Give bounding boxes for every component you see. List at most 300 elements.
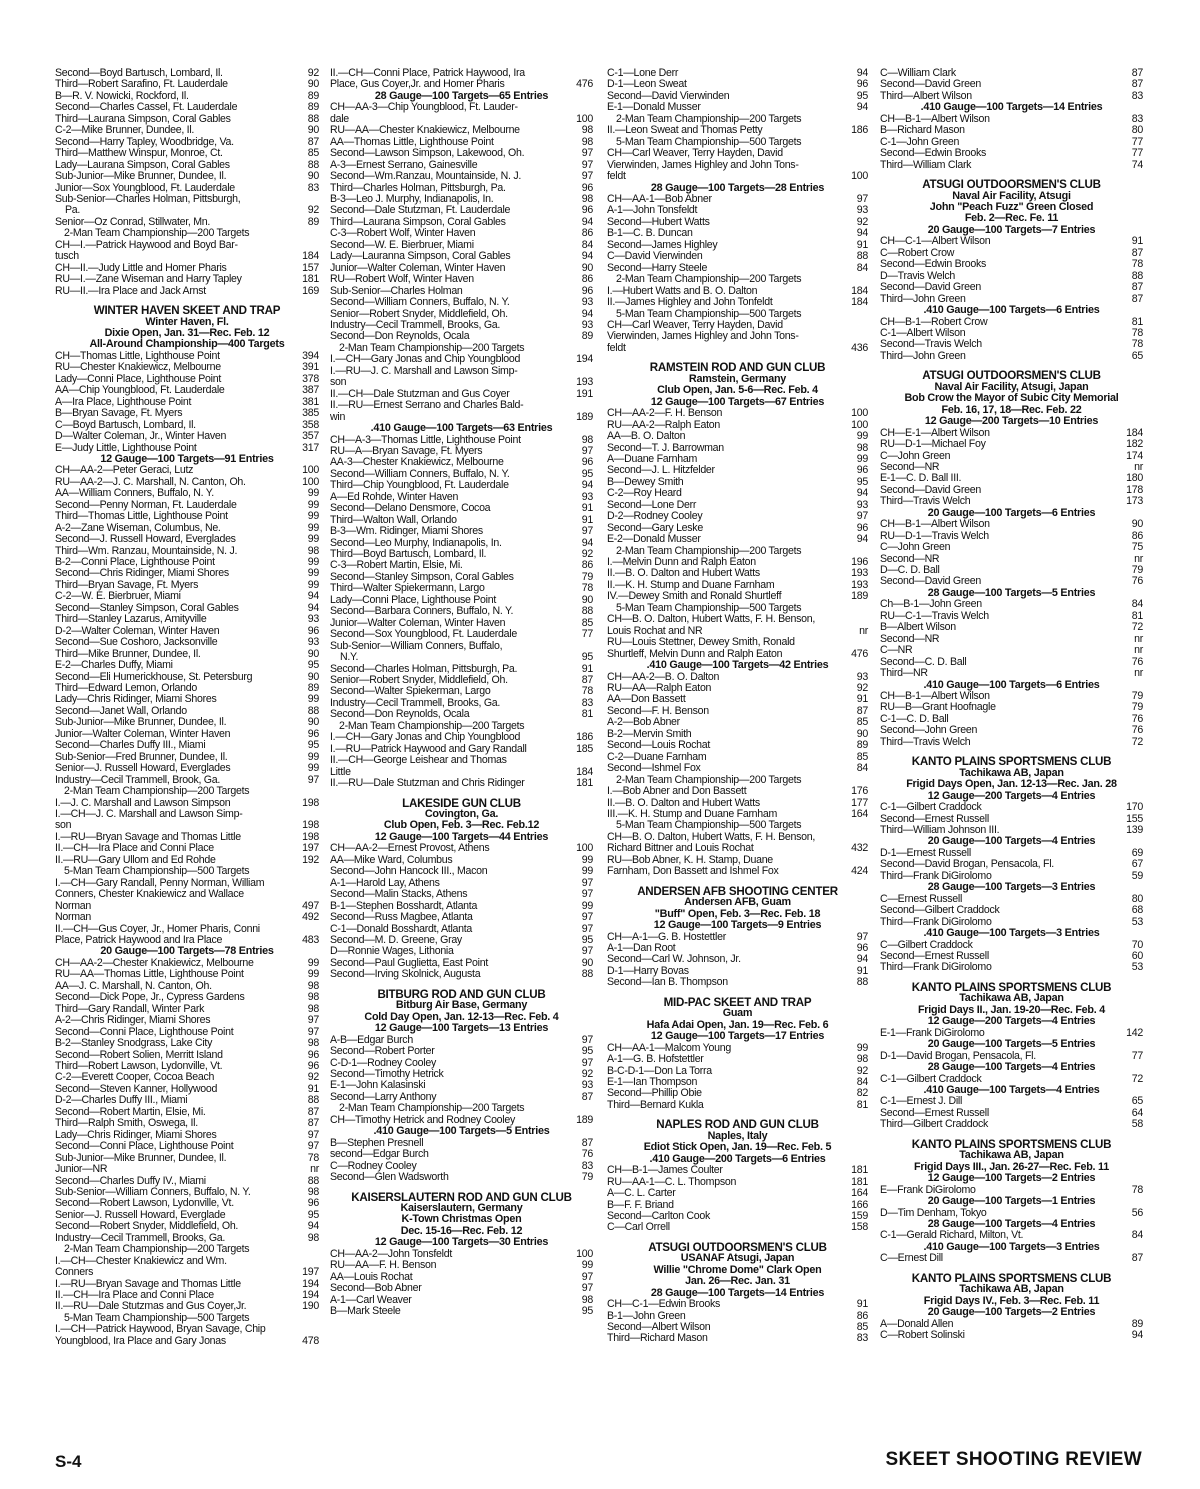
- result-entry: 2-Man Team Championship—200 Targets: [616, 545, 802, 557]
- event-heading: 12 Gauge—100 Targets—9 Entries: [653, 919, 822, 932]
- result-score: 94: [581, 479, 593, 492]
- result-line: [330, 935, 593, 946]
- result-entry: Second—Don Reynolds, Ocala: [330, 331, 470, 343]
- result-score: 97: [307, 773, 319, 786]
- result-line: [55, 717, 319, 728]
- result-line: [330, 958, 593, 969]
- result-line: [55, 351, 319, 362]
- result-line: [330, 889, 593, 900]
- result-score: 70: [1131, 938, 1143, 951]
- result-score: 97: [581, 876, 593, 889]
- result-line: [330, 286, 593, 297]
- result-score: 478: [302, 1334, 319, 1347]
- result-score: nr: [1134, 644, 1143, 657]
- result-score: nr: [1134, 552, 1143, 565]
- result-score: 88: [307, 1174, 319, 1187]
- result-score: 79: [581, 570, 593, 583]
- result-line: [607, 706, 868, 717]
- result-entry: Second—David Brogan, Pensacola, Fl.: [880, 859, 1054, 871]
- result-line: [55, 408, 319, 419]
- result-line: [55, 91, 319, 102]
- result-score: 97: [307, 1025, 319, 1038]
- result-entry: Sub-Junior—Mike Brunner, Dundee, Il.: [55, 717, 227, 729]
- result-score: 90: [307, 716, 319, 729]
- result-score: 181: [851, 1164, 868, 1177]
- result-score: 95: [581, 1045, 593, 1058]
- result-line: [55, 775, 319, 786]
- result-line: [55, 1176, 319, 1187]
- result-line: [55, 591, 319, 602]
- result-score: 164: [851, 1187, 868, 1200]
- result-line: [55, 1015, 319, 1026]
- result-entry: Third—Thomas Little, Lighthouse Point: [55, 511, 228, 523]
- result-line: [55, 1198, 319, 1209]
- result-score: 92: [856, 682, 868, 695]
- result-entry: D—Travis Welch: [880, 270, 955, 282]
- result-line: [55, 1038, 319, 1049]
- result-score: 98: [856, 1053, 868, 1066]
- result-score: 90: [581, 956, 593, 969]
- result-entry: I.—CH—Gary Jonas and Chip Youngblood: [330, 354, 521, 366]
- result-entry: Second—Robert Snyder, Middlefield, Oh.: [55, 1221, 239, 1233]
- result-line: [607, 102, 868, 113]
- result-line: [330, 331, 593, 342]
- result-entry: B-2—Stanley Snodgrass, Lake City: [55, 1038, 213, 1050]
- result-line: [880, 248, 1143, 259]
- result-entry: Third—John Green: [880, 350, 966, 362]
- result-entry: Second—Harry Steele: [607, 262, 708, 274]
- result-line: [55, 1244, 319, 1255]
- event-heading: K-Town Christmas Open: [401, 1213, 522, 1226]
- event-heading: Frigid Days III., Jan. 26-27—Rec. Feb. 11: [914, 1160, 1109, 1173]
- result-score: 198: [302, 796, 319, 809]
- result-entry: Sub-Senior—Charles Holman: [330, 285, 463, 297]
- result-score: 88: [856, 250, 868, 263]
- result-score: 93: [307, 636, 319, 649]
- result-entry: Second—Stanley Simpson, Coral Gables: [55, 602, 239, 614]
- result-score: 91: [856, 693, 868, 706]
- results-column-2: [330, 68, 593, 1317]
- result-line: [880, 236, 1143, 247]
- result-score: 97: [307, 1014, 319, 1027]
- result-line: [607, 820, 868, 831]
- result-line: [330, 217, 593, 228]
- result-score: 84: [856, 762, 868, 775]
- result-line: [330, 137, 593, 148]
- result-entry: Third—Boyd Bartusch, Lombard, Il.: [330, 549, 487, 561]
- event-heading: Frigid Days Open, Jan. 12-13—Rec. Jan. 28: [906, 778, 1117, 791]
- result-entry: D-1—Ernest Russell: [880, 847, 971, 859]
- event-heading: 12 Gauge—100 Targets—13 Entries: [374, 1022, 549, 1035]
- result-score: 191: [576, 387, 593, 400]
- result-score: 89: [307, 101, 319, 114]
- result-entry: Second—Robert Lawson, Lydonville, Vt.: [55, 1198, 234, 1210]
- result-entry: Third—NR: [880, 668, 928, 680]
- result-score: 94: [856, 67, 868, 79]
- result-entry: RU—AA-2—J. C. Marshall, N. Canton, Oh.: [55, 476, 246, 488]
- result-score: 159: [851, 1209, 868, 1222]
- result-entry: Third—Bryan Savage, Ft. Myers: [55, 579, 199, 591]
- result-score: 186: [576, 731, 593, 744]
- result-score: 88: [307, 112, 319, 125]
- event-heading: Feb. 2—Rec. Fe. 11: [964, 212, 1059, 225]
- result-entry: D-1—David Brogan, Pensacola, Fl.: [880, 1050, 1036, 1062]
- result-line: [55, 763, 319, 774]
- result-line: [880, 714, 1143, 725]
- result-line: [607, 1088, 868, 1099]
- result-entry: Second—David Green: [880, 282, 981, 294]
- result-score: 97: [581, 525, 593, 538]
- result-line: [330, 924, 593, 935]
- result-entry: N.Y.: [340, 652, 359, 664]
- club-heading: KAISERSLAUTERN ROD AND GUN CLUB: [351, 1190, 572, 1204]
- result-entry: II.—K. H. Stump and Duane Farnham: [607, 579, 775, 591]
- result-line: [330, 878, 593, 889]
- result-entry: Third—Walton Wall, Orlando: [330, 514, 457, 526]
- club-heading: ATSUGI OUTDOORSMEN'S CLUB: [922, 369, 1101, 383]
- result-line: [55, 137, 319, 148]
- result-line: [880, 1096, 1143, 1107]
- result-score: 96: [856, 941, 868, 954]
- result-entry: II.—CH—Gus Coyer, Jr., Homer Pharis, Conni: [55, 923, 260, 935]
- result-score: 72: [1131, 621, 1143, 634]
- result-entry: I.—Hubert Watts and B. O. Dalton: [607, 285, 758, 297]
- result-score: 97: [581, 922, 593, 935]
- result-entry: A-1—G. B. Hofstettler: [607, 1054, 704, 1066]
- event-heading: Tachikawa AB, Japan: [959, 1283, 1064, 1296]
- result-entry: C-2—Duane Farnham: [607, 751, 707, 763]
- result-score: nr: [859, 624, 868, 637]
- result-line: [607, 694, 868, 705]
- result-score: 86: [581, 273, 593, 286]
- result-score: 80: [1131, 124, 1143, 137]
- result-entry: Second—NR: [880, 633, 940, 645]
- result-line: [330, 320, 593, 331]
- result-line: [55, 820, 319, 831]
- result-entry: Third—Frank DiGirolomo: [880, 870, 992, 882]
- event-heading: 20 Gauge—100 Targets—1 Entries: [927, 1195, 1096, 1208]
- result-entry: II.—RU—Dale Stutzman and Chris Ridinger: [330, 778, 525, 790]
- result-entry: Second—Conni Place, Lighthouse Point: [55, 1141, 234, 1153]
- result-line: [880, 519, 1143, 530]
- result-score: 87: [581, 674, 593, 687]
- result-entry: feldt: [607, 171, 626, 183]
- result-score: 181: [576, 777, 593, 790]
- result-line: [880, 485, 1143, 496]
- result-score: 157: [302, 261, 319, 274]
- result-entry: son: [330, 377, 347, 389]
- result-entry: RU—Louis Stettner, Dewey Smith, Ronald: [607, 637, 795, 649]
- result-entry: Second—J. Russell Howard, Everglades: [55, 534, 236, 546]
- result-entry: 2-Man Team Championship—200 Targets: [339, 720, 525, 732]
- result-score: 193: [851, 567, 868, 580]
- result-line: [330, 732, 593, 743]
- result-entry: CH—AA-3—Chip Youngblood, Ft. Lauder-: [330, 102, 518, 114]
- result-score: 176: [851, 785, 868, 798]
- result-entry: C—Ernest Dill: [880, 1253, 943, 1265]
- result-line: [330, 560, 593, 571]
- result-entry: A-B—Edgar Burch: [330, 1034, 413, 1046]
- result-score: 98: [856, 441, 868, 454]
- result-line: [607, 637, 868, 648]
- result-score: 99: [307, 567, 319, 580]
- event-heading: Ramstein, Germany: [688, 372, 787, 385]
- result-entry: A—Ira Place, Lighthouse Point: [55, 396, 192, 408]
- result-score: 84: [1131, 1229, 1143, 1242]
- result-entry: AA—Louis Rochat: [330, 1271, 413, 1283]
- result-score: 94: [581, 536, 593, 549]
- result-score: 96: [581, 204, 593, 217]
- result-entry: Second—Bob Abner: [330, 1283, 422, 1295]
- result-score: 68: [1131, 904, 1143, 917]
- result-line: [55, 672, 319, 683]
- result-line: [607, 1188, 868, 1199]
- result-entry: E-1—Donald Musser: [607, 102, 701, 114]
- result-score: 53: [1131, 915, 1143, 928]
- result-score: 99: [307, 968, 319, 981]
- event-heading: 12 Gauge—200 Targets—4 Entries: [927, 1015, 1096, 1028]
- result-score: 95: [307, 1208, 319, 1221]
- event-heading: 28 Gauge—100 Targets—65 Entries: [374, 89, 549, 102]
- result-score: 186: [851, 124, 868, 137]
- result-line: [55, 68, 319, 79]
- result-line: [607, 251, 868, 262]
- result-score: 90: [307, 670, 319, 683]
- result-line: [880, 114, 1143, 125]
- result-line: [880, 317, 1143, 328]
- result-score: 90: [307, 170, 319, 183]
- result-score: 92: [581, 1067, 593, 1080]
- result-entry: CH—AA-2—Ernest Provost, Athens: [330, 843, 490, 855]
- result-line: [55, 694, 319, 705]
- result-line: [330, 1149, 593, 1160]
- result-line: [880, 859, 1143, 870]
- result-line: [55, 603, 319, 614]
- result-line: [607, 626, 868, 637]
- result-line: [55, 557, 319, 568]
- club-heading: KANTO PLAINS SPORTSMENS CLUB: [911, 755, 1112, 769]
- result-score: 83: [1131, 89, 1143, 102]
- event-heading: .410 Gauge—100 Targets—6 Entries: [923, 304, 1100, 317]
- result-line: [55, 217, 319, 228]
- result-score: 378: [302, 372, 319, 385]
- result-line: [330, 652, 593, 663]
- result-line: [330, 400, 593, 411]
- result-entry: Second—Charles Holman, Pittsburgh, Pa.: [330, 663, 518, 675]
- result-score: 190: [302, 1300, 319, 1313]
- event-heading: .410 Gauge—100 Targets—3 Entries: [923, 1240, 1100, 1253]
- result-score: 100: [851, 170, 868, 183]
- result-entry: C—David Vierwinden: [607, 251, 703, 263]
- result-score: 53: [1131, 961, 1143, 974]
- result-entry: C-1—Lone Derr: [607, 68, 679, 79]
- result-score: 58: [1131, 1118, 1143, 1131]
- result-entry: I.—RU—J. C. Marshall and Lawson Simp-: [330, 365, 518, 377]
- result-score: 78: [1131, 338, 1143, 351]
- club-heading: BITBURG ROD AND GUN CLUB: [377, 987, 546, 1001]
- result-entry: AA—William Conners, Buffalo, N. Y.: [55, 488, 214, 500]
- result-entry: CH—A-3—Thomas Little, Lighthouse Point: [330, 434, 521, 446]
- result-score: 99: [307, 578, 319, 591]
- result-line: [55, 263, 319, 274]
- result-score: 169: [302, 284, 319, 297]
- result-entry: Second—James Highley: [607, 239, 718, 251]
- result-entry: I.—CH—Patrick Haywood, Bryan Savage, Chip: [55, 1324, 266, 1336]
- result-score: 99: [307, 510, 319, 523]
- club-heading: ATSUGI OUTDOORSMEN'S CLUB: [922, 178, 1101, 192]
- event-heading: Bob Crow the Mayor of Subic City Memorial: [904, 392, 1119, 405]
- result-line: [330, 377, 593, 388]
- result-score: 78: [1131, 258, 1143, 271]
- result-score: 91: [581, 513, 593, 526]
- result-entry: Third—Stanley Lazarus, Amityville: [55, 614, 207, 626]
- result-line: [607, 1054, 868, 1065]
- result-entry: II.—Leon Sweat and Thomas Petty: [607, 125, 763, 137]
- result-line: [880, 451, 1143, 462]
- result-line: [607, 331, 868, 342]
- result-line: [607, 977, 868, 988]
- result-line: [607, 309, 868, 320]
- result-score: 89: [307, 89, 319, 102]
- result-entry: CH—B. O. Dalton, Hubert Watts, F. H. Benson,: [607, 831, 816, 843]
- result-line: [880, 137, 1143, 148]
- result-score: 69: [1131, 846, 1143, 859]
- result-score: 86: [581, 227, 593, 240]
- result-score: 67: [1131, 858, 1143, 871]
- result-entry: Second—Timothy Hetrick: [330, 1068, 444, 1080]
- result-entry: CH—AA-2—John Tonsfeldt: [330, 1248, 453, 1260]
- event-heading: 12 Gauge—100 Targets—44 Entries: [374, 830, 549, 843]
- result-entry: Third—Laurana Simpson, Coral Gables: [330, 216, 506, 228]
- result-score: 96: [307, 1197, 319, 1210]
- result-entry: RU—AA—F. H. Benson: [330, 1260, 437, 1272]
- result-entry: E—Frank DiGirolomo: [880, 1184, 976, 1196]
- result-entry: B-1—C. B. Duncan: [607, 228, 693, 240]
- result-entry: CH—E-1—Albert Wilson: [880, 427, 990, 439]
- result-score: 97: [856, 930, 868, 943]
- result-entry: I.—RU—Patrick Haywood and Gary Randall: [330, 743, 527, 755]
- result-entry: Second—Robert Solien, Merritt Island: [55, 1049, 223, 1061]
- result-line: [330, 160, 593, 171]
- result-entry: Second—C. D. Ball: [880, 656, 967, 668]
- result-entry: Third—Travis Welch: [880, 736, 971, 748]
- result-line: [330, 675, 593, 686]
- result-score: 497: [302, 899, 319, 912]
- result-line: [330, 274, 593, 285]
- result-score: 181: [851, 1175, 868, 1188]
- result-line: [55, 205, 319, 216]
- result-score: 96: [856, 464, 868, 477]
- result-line: [330, 297, 593, 308]
- result-line: [55, 649, 319, 660]
- result-line: [607, 171, 868, 182]
- result-score: 99: [856, 430, 868, 443]
- result-score: 98: [307, 1037, 319, 1050]
- event-heading: Andersen AFB, Guam: [684, 896, 791, 909]
- result-score: 87: [1131, 246, 1143, 259]
- result-line: [330, 469, 593, 480]
- result-entry: 5-Man Team Championship—500 Targets: [616, 820, 802, 832]
- result-entry: Second—Harry Tapley, Woodbridge, Va.: [55, 136, 234, 148]
- result-score: 77: [581, 628, 593, 641]
- result-entry: A-3—Ernest Serrano, Gainesville: [330, 159, 478, 171]
- result-score: 95: [307, 739, 319, 752]
- result-entry: Second—Steven Kanner, Hollywood: [55, 1083, 218, 1095]
- result-entry: A—Duane Farnham: [607, 453, 698, 465]
- result-score: 85: [856, 1321, 868, 1334]
- result-score: 198: [302, 819, 319, 832]
- result-line: [880, 282, 1143, 293]
- event-heading: 12 Gauge—100 Targets—91 Entries: [100, 452, 274, 465]
- event-heading: 12 Gauge—100 Targets—30 Entries: [374, 1236, 549, 1249]
- result-entry: Third—Laurana Simpson, Coral Gables: [55, 113, 231, 125]
- result-entry: C—Ernest Russell: [880, 893, 963, 905]
- event-heading: .410 Gauge—100 Targets—63 Entries: [370, 422, 553, 435]
- result-entry: Third—Walter Spiekermann, Largo: [330, 583, 485, 595]
- result-entry: Lady—Lauranna Simpson, Coral Gables: [330, 251, 511, 263]
- result-score: 184: [851, 284, 868, 297]
- result-line: [607, 752, 868, 763]
- result-score: 185: [576, 742, 593, 755]
- result-score: 91: [581, 662, 593, 675]
- result-score: nr: [1134, 632, 1143, 645]
- result-score: 87: [581, 1090, 593, 1103]
- result-entry: Third—Mike Brunner, Dundee, Il.: [55, 648, 201, 660]
- result-entry: Second—Eli Humerickhouse, St. Petersburg: [55, 671, 253, 683]
- result-entry: Second—Lone Derr: [607, 499, 697, 511]
- result-entry: Third—Frank DiGirolomo: [880, 962, 992, 974]
- result-score: 174: [1126, 449, 1143, 462]
- result-line: [55, 580, 319, 591]
- result-score: 94: [1131, 1329, 1143, 1342]
- result-line: [880, 473, 1143, 484]
- result-entry: AA—B. O. Dalton: [607, 431, 686, 443]
- result-entry: win: [330, 411, 346, 423]
- result-line: [330, 492, 593, 503]
- result-score: 85: [307, 147, 319, 160]
- event-heading: Jan. 26—Rec. Jan. 31: [685, 1275, 790, 1288]
- result-score: 166: [851, 1198, 868, 1211]
- result-entry: E-1—C. D. Ball III.: [880, 473, 962, 485]
- result-line: [607, 465, 868, 476]
- result-score: 97: [581, 911, 593, 924]
- result-entry: Third—Ralph Smith, Oswega, Il.: [55, 1118, 198, 1130]
- result-entry: 5-Man Team Championship—500 Targets: [616, 136, 802, 148]
- result-entry: C-1—Ernest J. Dill: [880, 1096, 963, 1108]
- result-score: 193: [851, 578, 868, 591]
- result-entry: Sub-Senior—William Conners, Buffalo, N. Y.: [55, 1186, 251, 1198]
- result-entry: Senior—J. Russell Howard, Everglade: [55, 1209, 226, 1221]
- result-entry: Second—Stanley Simpson, Coral Gables: [330, 571, 514, 583]
- result-line: [55, 992, 319, 1003]
- result-score: 139: [1126, 824, 1143, 836]
- event-heading: 12 Gauge—200 Targets—4 Entries: [927, 789, 1096, 802]
- result-entry: 5-Man Team Championship—500 Targets: [616, 602, 802, 614]
- result-line: [607, 591, 868, 602]
- result-line: [55, 740, 319, 751]
- result-score: 94: [856, 487, 868, 500]
- result-entry: Richard Bittner and Louis Rochat: [607, 843, 754, 855]
- result-entry: CH—Timothy Hetrick and Rodney Cooley: [330, 1114, 515, 1126]
- result-line: [55, 981, 319, 992]
- result-entry: B—Albert Wilson: [880, 622, 956, 634]
- result-line: [607, 557, 868, 568]
- result-entry: Third—Wm. Ranzau, Mountainside, N. J.: [55, 545, 238, 557]
- result-score: nr: [310, 1163, 319, 1176]
- result-line: [55, 171, 319, 182]
- result-entry: I.—CH—Gary Randall, Penny Norman, William: [55, 877, 265, 889]
- result-entry: C-1—Donald Bosshardt, Atlanta: [330, 923, 473, 935]
